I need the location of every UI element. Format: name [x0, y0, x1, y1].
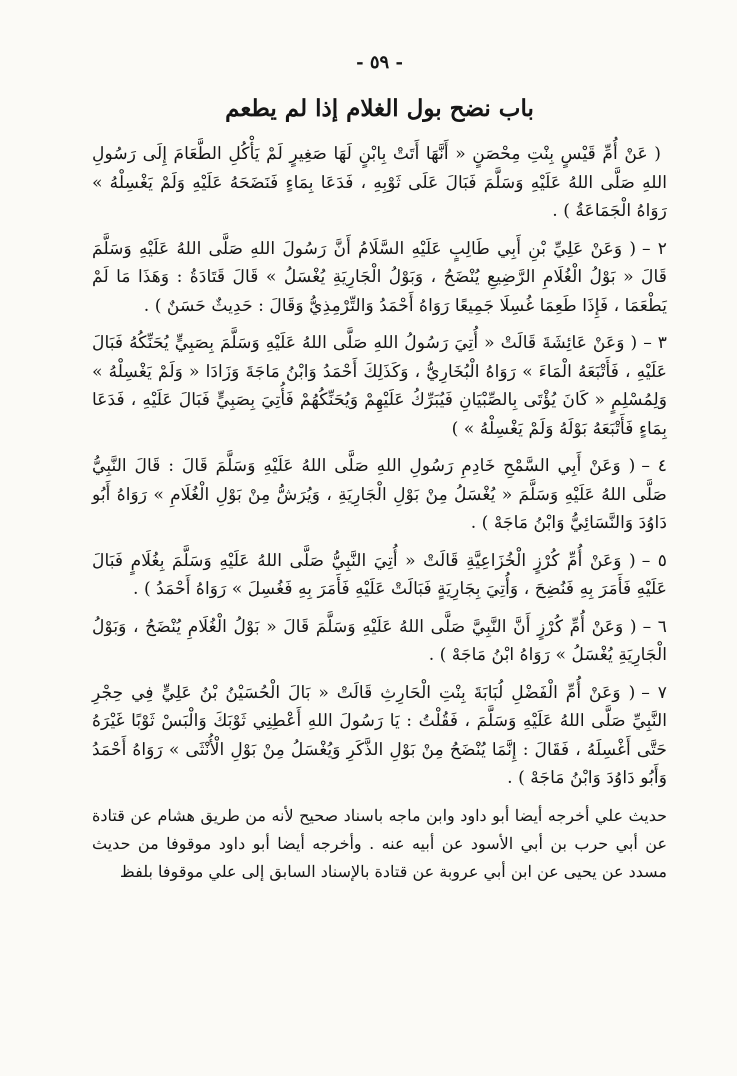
hadith-7 [92, 679, 667, 793]
hadith-number: ٤ – [641, 456, 667, 476]
hadith-text: ( عَنْ أُمِّ قَيْسٍ بِنْتِ مِحْصَنٍ « أَنَّهَا أَتَتْ بِابْنٍ لَهَا صَغِيرٍ لَمْ يَأْكُلِ الطَّعَامَ إِلَى رَسُولِ اللهِ صَلَّى اللهُ عَلَيْهِ وَسَلَّمَ فَبَالَ عَلَى ثَوْبِهِ ، فَدَعَا بِمَاءٍ فَنَضَحَهُ عَلَيْهِ وَلَمْ يَغْسِلْهُ » رَوَاهُ الْجَمَاعَةُ ) . [92, 144, 667, 221]
hadith-5 [92, 547, 667, 604]
hadith-4 [92, 452, 667, 538]
footnote-commentary: حديث علي أخرجه أيضا أبو داود وابن ماجه باسناد صحيح لأنه من طريق هشام عن قتادة عن أبي حرب بن أبي الأسود عن أبيه عنه . وأخرجه أيضا أبو داود موقوفا من حديث مسدد عن يحيى عن ابن أبي عروبة عن قتادة بالإسناد السابق إلى علي موقوفا بلفظ [92, 805, 667, 881]
hadith-number: ٧ – [641, 682, 667, 703]
hadith-text: ( وَعَنْ عَلِيِّ بْنِ أَبِي طَالِبٍ عَلَيْهِ السَّلَامُ أَنَّ رَسُولَ اللهِ صَلَّى اللهُ عَلَيْهِ وَسَلَّمَ قَالَ « بَوْلُ الْغُلَامِ الرَّضِيعِ يُنْضَحُ ، وَبَوْلُ الْجَارِيَةِ يُغْسَلُ » قَالَ قَتَادَةُ : وَهَذَا مَا لَمْ يَطْعَمَا ، فَإِذَا طَعِمَا غُسِلَا جَمِيعًا رَوَاهُ أَحْمَدُ وَالتِّرْمِذِيُّ وَقَالَ : حَدِيثٌ حَسَنٌ ) . [92, 238, 667, 316]
page-number: - ٥٩ - [356, 52, 403, 73]
hadith-text: ( وَعَنْ أُمِّ الْفَضْلِ لُبَابَةَ بِنْتِ الْحَارِثِ قَالَتْ « بَالَ الْحُسَيْنُ بْنُ عَلِيٍّ فِي حِجْرِ النَّبِيِّ صَلَّى اللهُ عَلَيْهِ وَسَلَّمَ ، فَقُلْتُ : يَا رَسُولَ اللهِ أَعْطِنِي ثَوْبَكَ وَالْبَسْ ثَوْبًا غَيْرَهُ حَتَّى أَغْسِلَهُ ، فَقَالَ : إِنَّمَا يُنْضَحُ مِنْ بَوْلِ الذَّكَرِ وَيُغْسَلُ مِنْ بَوْلِ الْأُنْثَى » رَوَاهُ أَحْمَدُ وَأَبُو دَاوُدَ وَابْنُ مَاجَهْ ) . [92, 682, 667, 788]
hadith-text: ( وَعَنْ عَائِشَةَ قَالَتْ « أُتِيَ رَسُولُ اللهِ صَلَّى اللهُ عَلَيْهِ وَسَلَّمَ بِصَبِيٍّ يُحَنِّكُهُ فَبَالَ عَلَيْهِ ، فَأَتْبَعَهُ الْمَاءَ » رَوَاهُ الْبُخَارِيُّ ، وَكَذَلِكَ أَحْمَدُ وَابْنُ مَاجَةَ وَزَادَا « وَلَمْ يَغْسِلْهُ » وَلِمُسْلِمٍ « كَانَ يُؤْتَى بِالصِّبْيَانِ فَيُبَرِّكُ عَلَيْهِمْ وَيُحَنِّكُهُمْ فَأُتِيَ بِصَبِيٍّ فَبَالَ عَلَيْهِ ، فَدَعَا بِمَاءٍ فَأَتْبَعَهُ بَوْلَهُ وَلَمْ يَغْسِلْهُ » ) [92, 333, 667, 439]
hadith-number: ٣ – [643, 333, 667, 353]
hadith-1 [92, 140, 667, 226]
hadith-number: ٥ – [641, 550, 667, 571]
hadith-text: ( وَعَنْ أُمِّ كُرْزٍ أَنَّ النَّبِيَّ صَلَّى اللهُ عَلَيْهِ وَسَلَّمَ قَالَ « بَوْلُ الْغُلَامِ يُنْضَحُ ، وَبَوْلُ الْجَارِيَةِ يُغْسَلُ » رَوَاهُ ابْنُ مَاجَهْ ) . [92, 616, 667, 665]
hadith-number [661, 144, 667, 164]
hadith-number: ٢ – [642, 238, 667, 259]
hadith-2 [92, 235, 667, 321]
hadith-text: ( وَعَنْ أُمِّ كُرْزٍ الْخُزَاعِيَّةِ قَالَتْ « أُتِيَ النَّبِيُّ صَلَّى اللهُ عَلَيْهِ وَسَلَّمَ بِغُلَامٍ فَبَالَ عَلَيْهِ فَأَمَرَ بِهِ فَنُضِحَ ، وَأُتِيَ بِجَارِيَةٍ فَبَالَتْ عَلَيْهِ فَأَمَرَ بِهِ فَغُسِلَ » رَوَاهُ أَحْمَدُ ) . [92, 550, 667, 599]
hadith-6 [92, 613, 667, 670]
hadith-text: ( وَعَنْ أَبِي السَّمْحِ خَادِمِ رَسُولِ اللهِ صَلَّى اللهُ عَلَيْهِ وَسَلَّمَ قَالَ : قَالَ النَّبِيُّ صَلَّى اللهُ عَلَيْهِ وَسَلَّمَ « يُغْسَلُ مِنْ بَوْلِ الْجَارِيَةِ ، وَيُرَشُّ مِنْ بَوْلِ الْغُلَامِ » رَوَاهُ أَبُو دَاوُدَ وَالنَّسَائِيُّ وَابْنُ مَاجَهْ ) . [92, 456, 667, 533]
hadith-3 [92, 329, 667, 443]
hadith-number: ٦ – [642, 616, 668, 637]
chapter-title: باب نضح بول الغلام إذا لم يطعم [225, 95, 534, 122]
